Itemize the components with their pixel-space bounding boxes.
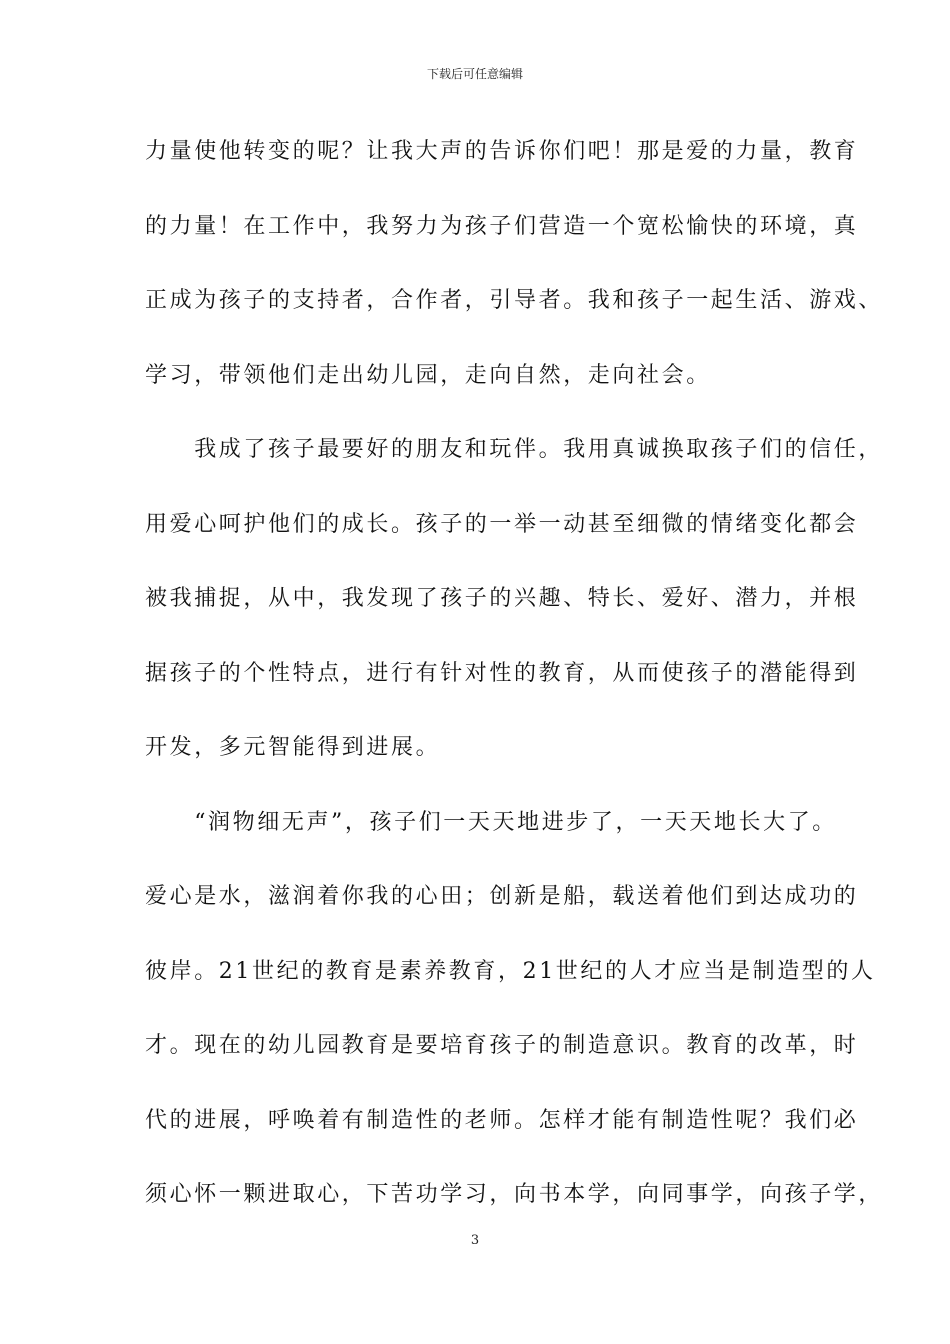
text-line: 被我捕捉，从中，我发现了孩子的兴趣、特长、爱好、潜力，并根 (145, 586, 859, 611)
page-number: 3 (470, 1233, 480, 1248)
text-line: 爱心是水，滋润着你我的心田；创新是船，载送着他们到达成功的 (145, 884, 859, 909)
text-line: 力量使他转变的呢？让我大声的告诉你们吧！那是爱的力量，教育 (145, 139, 859, 164)
text-line: 用爱心呵护他们的成长。孩子的一举一动甚至细微的情绪变化都会 (145, 511, 859, 537)
text-line: 彼岸。21世纪的教育是素养教育，21世纪的人才应当是制造型的人 (145, 958, 876, 984)
text-line: 的力量！在工作中，我努力为孩子们营造一个宽松愉快的环境，真 (145, 213, 859, 239)
text-line: 代的进展，呼唤着有制造性的老师。怎样才能有制造性呢？我们必 (145, 1107, 859, 1133)
text-line: “润物细无声”，孩子们一天天地进步了，一天天地长大了。 (145, 809, 837, 835)
text-line: 学习，带领他们走出幼儿园，走向自然，走向社会。 (145, 362, 711, 388)
text-line: 正成为孩子的支持者，合作者，引导者。我和孩子一起生活、游戏、 (145, 288, 884, 313)
page-header-note: 下载后可任意编辑 (426, 67, 523, 81)
text-line: 须心怀一颗进取心，下苦功学习，向书本学，向同事学，向孩子学， (145, 1182, 884, 1207)
text-line: 开发，多元智能得到进展。 (145, 735, 441, 760)
text-line: 据孩子的个性特点，进行有针对性的教育，从而使孩子的潜能得到 (145, 660, 859, 686)
text-line: 我成了孩子最要好的朋友和玩伴。我用真诚换取孩子们的信任， (145, 437, 884, 462)
document-body (145, 126, 884, 1244)
text-line: 才。现在的幼儿园教育是要培育孩子的制造意识。教育的改革，时 (145, 1033, 859, 1058)
